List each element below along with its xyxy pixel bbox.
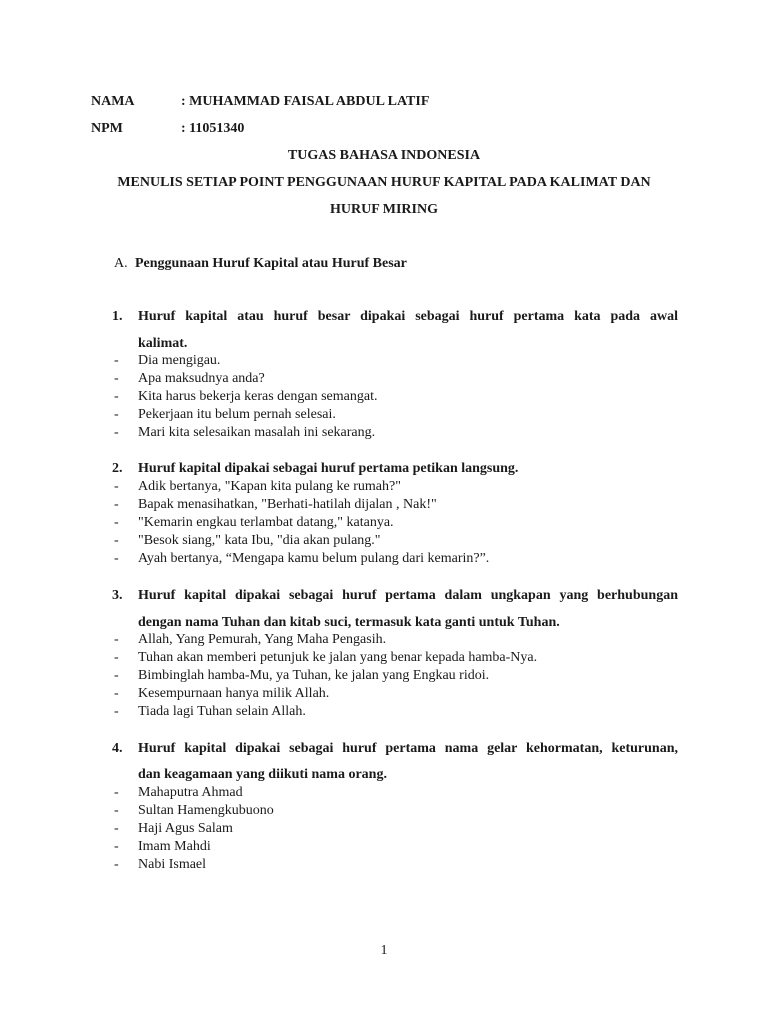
list-item: Ayah bertanya, “Mengapa kamu belum pulang dari kemarin?”.	[138, 551, 490, 566]
list-item: Dia mengigau.	[138, 353, 221, 368]
dash: -	[114, 389, 119, 404]
dash: -	[114, 479, 119, 494]
point-1-line-1: Huruf kapital atau huruf besar dipakai sebagai huruf pertama kata pada awal	[138, 309, 678, 324]
list-item: "Kemarin engkau terlambat datang," katanya.	[138, 515, 394, 530]
dash: -	[114, 533, 119, 548]
list-item: Kesempurnaan hanya milik Allah.	[138, 686, 330, 701]
list-item: Imam Mahdi	[138, 839, 211, 854]
title-line-3: HURUF MIRING	[330, 202, 438, 217]
nama-value: : MUHAMMAD FAISAL ABDUL LATIF	[181, 94, 430, 109]
list-item: Nabi Ismael	[138, 857, 207, 872]
dash: -	[114, 425, 119, 440]
list-item: Bapak menasihatkan, "Berhati-hatilah dijalan , Nak!"	[138, 497, 437, 512]
point-2-line-1: Huruf kapital dipakai sebagai huruf pertama petikan langsung.	[138, 461, 519, 476]
point-1-line-2: kalimat.	[138, 336, 188, 351]
point-4-line-1: Huruf kapital dipakai sebagai huruf pertama nama gelar kehormatan, keturunan,	[138, 741, 678, 756]
dash: -	[114, 551, 119, 566]
point-4-line-2: dan keagamaan yang diikuti nama orang.	[138, 767, 387, 782]
list-item: Adik bertanya, "Kapan kita pulang ke rumah?"	[138, 479, 401, 494]
list-item: Tuhan akan memberi petunjuk ke jalan yang benar kepada hamba-Nya.	[138, 650, 538, 665]
list-item: Kita harus bekerja keras dengan semangat.	[138, 389, 378, 404]
section-title: Penggunaan Huruf Kapital atau Huruf Besar	[135, 256, 407, 271]
list-item: Haji Agus Salam	[138, 821, 233, 836]
list-item: Pekerjaan itu belum pernah selesai.	[138, 407, 336, 422]
point-3-line-2: dengan nama Tuhan dan kitab suci, termasuk kata ganti untuk Tuhan.	[138, 615, 560, 630]
list-item: Mari kita selesaikan masalah ini sekarang.	[138, 425, 376, 440]
title-line-1: TUGAS BAHASA INDONESIA	[287, 148, 481, 163]
dash: -	[114, 668, 119, 683]
dash: -	[114, 407, 119, 422]
dash: -	[114, 821, 119, 836]
section-letter: A.	[114, 256, 128, 271]
dash: -	[114, 803, 119, 818]
title-line-2: MENULIS SETIAP POINT PENGGUNAAN HURUF KAPITAL PADA KALIMAT DAN	[117, 175, 651, 190]
section-heading	[114, 256, 407, 272]
list-item: Mahaputra Ahmad	[138, 785, 243, 800]
list-item: Bimbinglah hamba-Mu, ya Tuhan, ke jalan yang Engkau ridoi.	[138, 668, 490, 683]
dash: -	[114, 497, 119, 512]
list-item: "Besok siang," kata Ibu, "dia akan pulang."	[138, 533, 381, 548]
point-3-number: 3.	[112, 588, 123, 603]
point-1-number: 1.	[112, 309, 123, 324]
dash: -	[114, 839, 119, 854]
list-item: Allah, Yang Pemurah, Yang Maha Pengasih.	[138, 632, 387, 647]
npm-value: : 11051340	[181, 121, 245, 136]
dash: -	[114, 650, 119, 665]
dash: -	[114, 353, 119, 368]
dash: -	[114, 371, 119, 386]
dash: -	[114, 704, 119, 719]
dash: -	[114, 857, 119, 872]
point-3-line-1: Huruf kapital dipakai sebagai huruf pertama dalam ungkapan yang berhubungan	[138, 588, 678, 603]
dash: -	[114, 686, 119, 701]
dash: -	[114, 632, 119, 647]
page-number: 1	[380, 943, 388, 958]
point-4-number: 4.	[112, 741, 123, 756]
list-item: Sultan Hamengkubuono	[138, 803, 274, 818]
nama-label: NAMA	[91, 94, 135, 109]
dash: -	[114, 515, 119, 530]
list-item: Tiada lagi Tuhan selain Allah.	[138, 704, 306, 719]
point-2-number: 2.	[112, 461, 123, 476]
npm-label: NPM	[91, 121, 123, 136]
list-item: Apa maksudnya anda?	[138, 371, 265, 386]
dash: -	[114, 785, 119, 800]
